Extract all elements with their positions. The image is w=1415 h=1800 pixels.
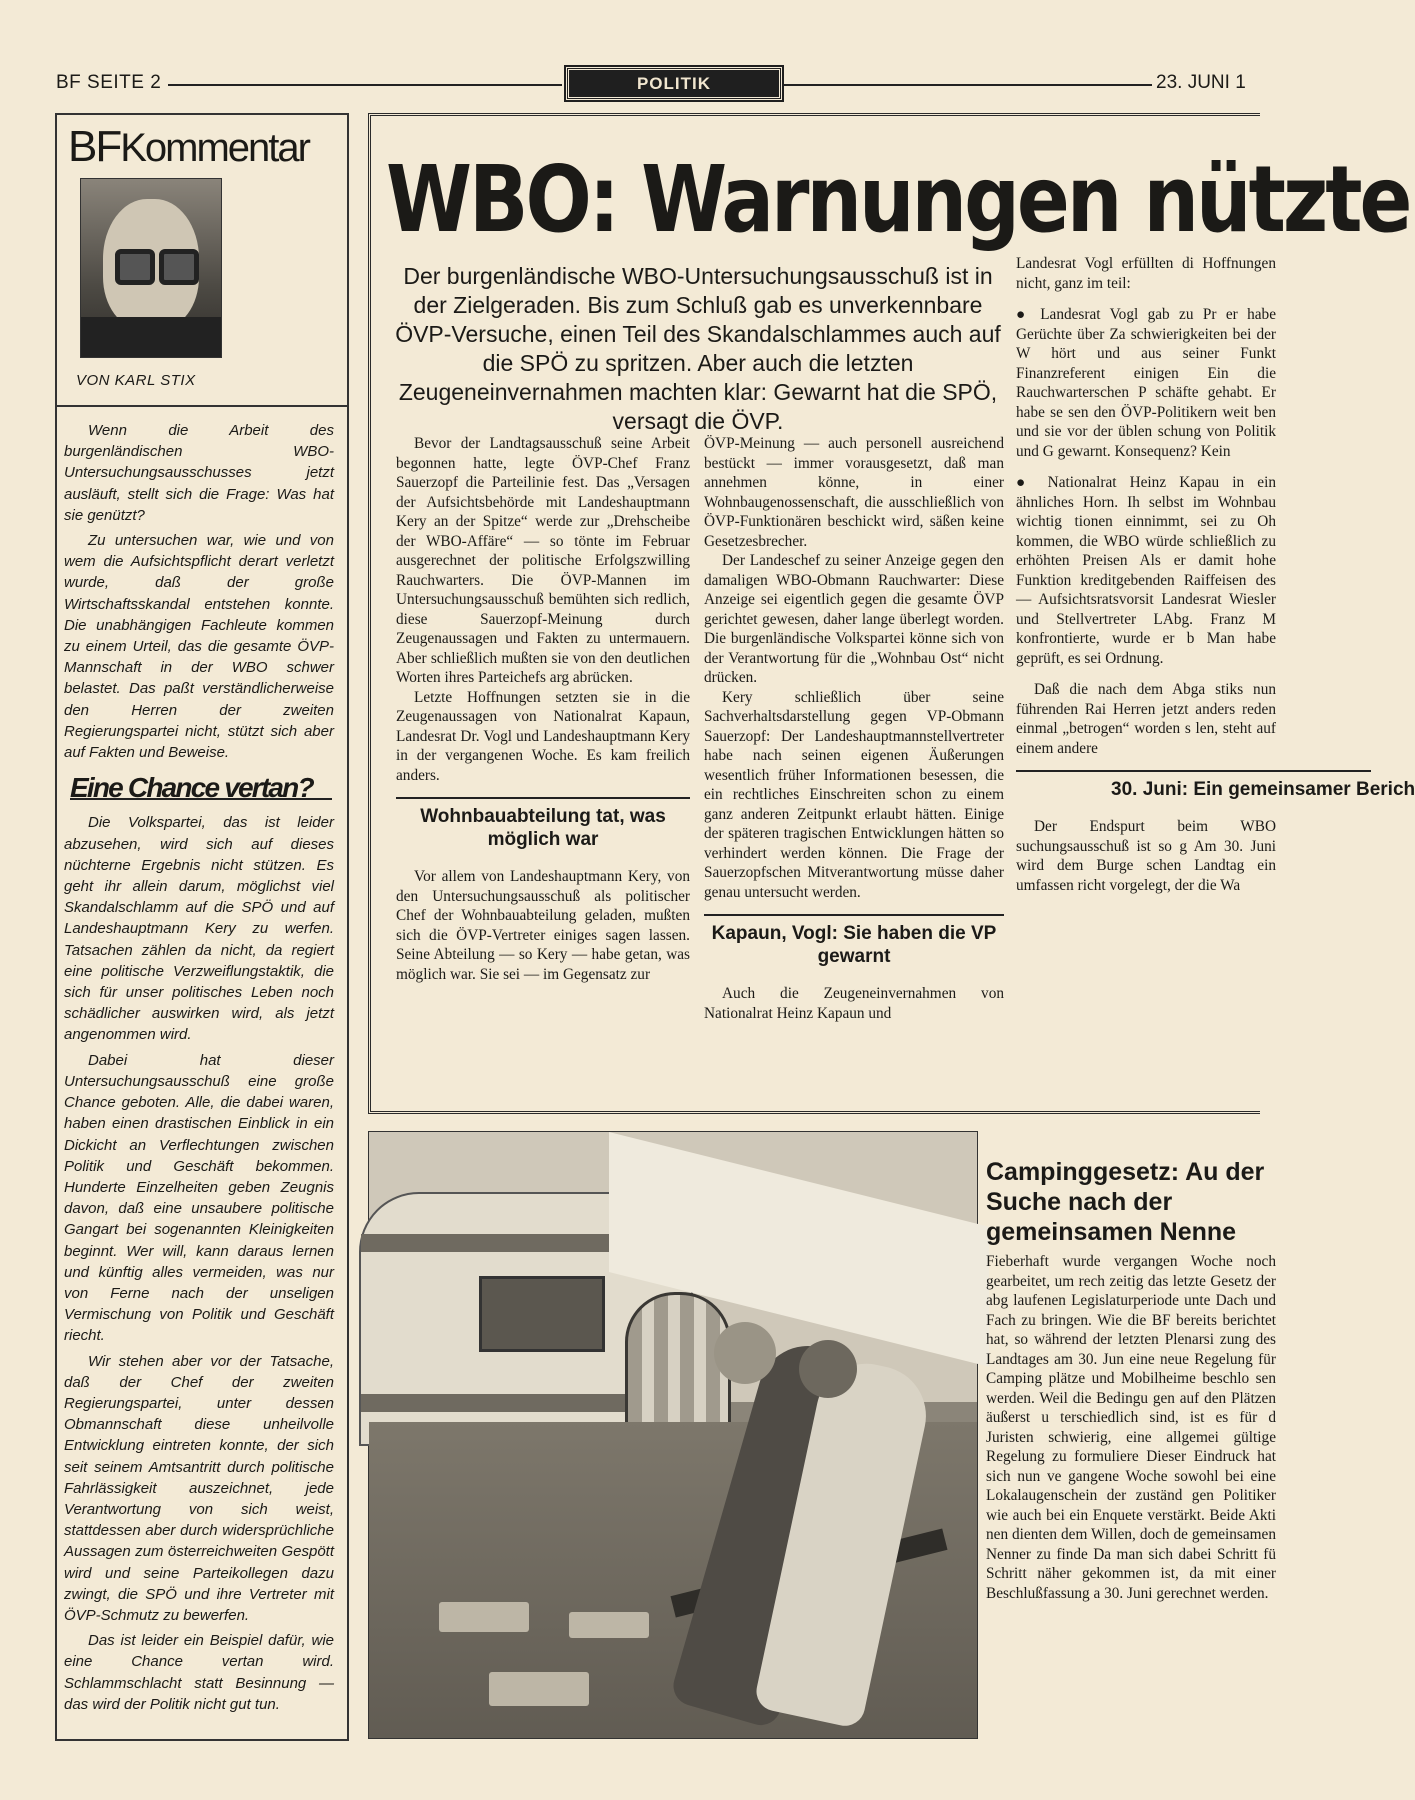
article-paragraph: Daß die nach dem Abga stiks nun führenden Rai Herren jetzt anders reden einmal „betrogen“ worden s len, steht auf einem andere bbox=[1016, 681, 1276, 757]
article-paragraph: ● Nationalrat Heinz Kapau in ein ähnliches Horn. Ih selbst im Wohnbau wichtig tionen einnimmt, sei zu Oh kommen, die WBO würde schließlich zu erhöhten Preisen Als er damit hohe Funktion kreditgebenden Raiffeisen des — Aufsichtsratsvorsit Landesrat Wiesler und Stellvertreter LAbg. Franz M konfrontierte, wurde er b Man habe geprüft, es sei Ordnung. bbox=[1016, 473, 1276, 668]
author-portrait bbox=[80, 178, 222, 358]
section-rubric: POLITIK bbox=[566, 67, 782, 100]
portrait-suit bbox=[81, 317, 221, 357]
commentary-paragraph: Wenn die Arbeit des burgenländischen WBO-Untersuchungsausschusses jetzt ausläuft, stellt sich die Frage: Was hat sie genützt? bbox=[64, 422, 334, 524]
camping-photo bbox=[368, 1131, 978, 1739]
camping-column bbox=[986, 1252, 1276, 1603]
glasses-right bbox=[159, 249, 199, 285]
commentary-paragraph: Das ist leider ein Beispiel dafür, wie eine Chance vertan wird. Schlammschlacht statt Besinnung — das wird der Politik nicht gut tun. bbox=[64, 1632, 334, 1713]
commentary-subhead: Eine Chance vertan? bbox=[70, 777, 332, 800]
page-number: BF SEITE 2 bbox=[56, 72, 162, 93]
main-headline: WBO: Warnungen nützte bbox=[386, 147, 1410, 254]
subhead-30-juni: 30. Juni: Ein gemeinsamer Berich bbox=[1016, 770, 1371, 801]
header-rule-right bbox=[784, 84, 1152, 86]
main-column-1 bbox=[396, 434, 690, 984]
subhead-kapaun-vogl: Kapaun, Vogl: Sie haben die VP gewarnt bbox=[704, 914, 1004, 968]
commentary-paragraph: Dabei hat dieser Untersuchungsausschuß eine große Chance geboten. Alle, die dabei waren, haben einen drastischen Einblick in ein Dickicht an Verflechtungen zwischen Politik und Geschäft bekommen. Hunderte Einzelheiten geben Zeugnis davon, daß eine unsaubere politische Gangart bei sogenannten Kleinigkeiten beginnt. Wer will, kann daraus lernen und künftig alles vermeiden, was nur von Ferne nach der unseligen Vermischung von Politik und Geschäft riecht. bbox=[64, 1051, 334, 1345]
article-paragraph: Letzte Hoffnungen setzten sie in die Zeugenaussagen von Nationalrat Kapaun, Landesrat Dr. Vogl und Landeshauptmann Kery in der vergangenen Woche. Es kam freilich anders. bbox=[396, 688, 690, 784]
main-column-2 bbox=[704, 434, 1004, 1023]
stepping-stone bbox=[569, 1612, 649, 1638]
brand-bf: BF bbox=[68, 122, 121, 171]
article-paragraph: Bevor der Landtagsausschuß seine Arbeit begonnen hatte, legte ÖVP-Chef Franz Sauerzopf die Parteilinie fest. Das „Versagen der Aufsichtsbehörde mit Landeshauptmann Kery an der Spitze“ werde zur „Drehscheibe der WBO-Affäre“ — so tönte im Februar ausgerechnet der politische Erfolgszwilling Rauchwarters. Die ÖVP-Mannen im Untersuchungsausschuß bemühten sich redlich, diese Sauerzopf-Meinung durch Zeugenaussagen und Fakten zu untermauern. Aber schließlich mußten sie von den deutlichen Worten ihres Parteichefs arg abrücken. bbox=[396, 435, 690, 686]
stepping-stone bbox=[439, 1602, 529, 1632]
article-paragraph: Der Landeschef zu seiner Anzeige gegen den damaligen WBO-Obmann Rauchwarter: Diese Anzeige sei eigentlich gegen die gesamte ÖVP gerichtet gewesen, daher lange überlegt worden. Die burgenländische Volkspartei könne sich von der Verantwortung für die „Wohnbau Ost“ nicht drücken. bbox=[704, 552, 1004, 686]
article-paragraph: Fieberhaft wurde vergangen Woche noch gearbeitet, um rech zeitig das letzte Gesetz der abg laufenen Legislaturperiode unte Dach und Fach zu bringen. Wie die BF bereits berichtet hat, so während der letzten Plenarsi zung des Landtages am 30. Jun eine neue Regelung für Camping plätze und Mobilheime beschlo sen werden. Weil die Bedingu gen auf den Plätzen äußerst u terschiedlich sind, ist es für d Juristen schwierig, eine allgemei gültige Regelung zu formuliere Dieser Eindruck hat sich nun ve gangene Woche sowohl bei eine Lokalaugenschein der zuständ gen Politiker wie auch bei ein Enquete verstärkt. Beide Akti nen dienten dem Willen, doch de gemeinsamen Nenner zu finde Da man sich dabei Schritt fü Schritt näher gekommen ist, da mit einer Beschlußfassung a 30. Juni gerechnet werden. bbox=[986, 1253, 1276, 1602]
commentary-divider bbox=[55, 405, 349, 407]
subhead-wohnbauabteilung: Wohnbauabteilung tat, was möglich war bbox=[396, 797, 690, 851]
caravan-window bbox=[479, 1276, 605, 1352]
camping-headline: Campinggesetz: Au der Suche nach der gemeinsamen Nenne bbox=[986, 1158, 1265, 1246]
article-paragraph: Vor allem von Landeshauptmann Kery, von den Untersuchungsausschuß als politischer Chef der Wohnbauabteilung geladen, mußten sich die ÖVP-Vertreter einiges sagen lassen. Seine Abteilung — so Kery — habe getan, was möglich war. Sie sei — im Gegensatz zur bbox=[396, 868, 690, 983]
article-paragraph: Landesrat Vogl erfüllten di Hoffnungen nicht, ganz im teil: bbox=[1016, 255, 1276, 292]
commentary-paragraph: Die Volkspartei, das ist leider abzusehen, wird sich auf dieses nüchterne Ergebnis nicht stützen. Es geht ihr allein darum, möglichst viel Skandalschlamm auf die SPÖ und auf Landeshauptmann Kery zu werfen. Tatsachen zählen da nicht, da regiert eine politische Verzweiflungstaktik, die sich für unser politisches Leben noch schädlicher auswirken wird, als jetzt angenommen wird. bbox=[64, 814, 334, 1044]
commentary-paragraph: Wir stehen aber vor der Tatsache, daß der Chef der zweiten Regierungspartei, unter dessen Obmannschaft diese unheilvolle Entwicklung eintreten konnte, der sich seit seinem Amtsantritt durch politische Fahrlässigkeit auszeichnet, jede Verantwortung von sich weist, stattdessen aber durch widersprüchliche Aussagen zum österreichweiten Gespött wird und seine Parteikollegen dazu zwingt, die SPÖ und ihre Vertreter mit ÖVP-Schmutz zu bewerfen. bbox=[64, 1352, 334, 1624]
photo-head-left bbox=[714, 1322, 776, 1384]
article-paragraph: ÖVP-Meinung — auch personell ausreichend bestückt — immer vorausgesetzt, daß man annehmen könne, in einer Wohnbaugenossenschaft, die ausschließlich von ÖVP-Funktionären beschickt wird, säßen keine Gesetzesbrecher. bbox=[704, 435, 1004, 550]
stepping-stone bbox=[489, 1672, 589, 1706]
issue-date: 23. JUNI 1 bbox=[1156, 72, 1246, 93]
article-paragraph: Kery schließlich über seine Sachverhaltsdarstellung gegen VP-Obmann Sauerzopf: Der Landeshauptmannstellvertreter habe nach seinen eigenen Äußerungen wesentlich früher Informationen besessen, die ein rechtliches Einschreiten schon zu einem ganz anderen Zeitpunkt erlaubt hätten. Einige der späteren tragischen Entwicklungen hätten so verhindert werden können. Die Frage der Sauerzopfschen Mitverantwortung müsse daher genau untersucht werden. bbox=[704, 688, 1004, 901]
article-paragraph: Auch die Zeugeneinvernahmen von Nationalrat Heinz Kapaun und bbox=[704, 985, 1004, 1022]
brand-word: Kommentar bbox=[120, 126, 309, 170]
article-paragraph: ● Landesrat Vogl gab zu Pr er habe Gerüchte über Za schwierigkeiten bei der W hört und aus seiner Funkt Finanzreferent einigen Ein die Rauchwarterschen P schäfte gehabt. Er habe se sen den ÖVP-Politikern weit ben und sie vor der üblen schung von Politik und G gewarnt. Konsequenz? Kein bbox=[1016, 305, 1276, 461]
main-lead: Der burgenländische WBO-Untersuchungsausschuß ist in der Zielgeraden. Bis zum Schluß gab es unverkennbare ÖVP-Versuche, einen Teil des Skandalschlammes auch auf die SPÖ zu spritzen. Aber auch die letzten Zeugeneinvernahmen machten klar: Gewarnt hat die SPÖ, versagt die ÖVP. bbox=[395, 263, 1001, 434]
main-column-3 bbox=[1016, 254, 1415, 895]
commentary-paragraph: Zu untersuchen war, wie und von wem die Aufsichtspflicht derart verletzt wurde, daß der große Wirtschaftsskandal entstehen konnte. Die unabhängigen Fachleute kommen zu einem Urteil, das die gesamte ÖVP-Mannschaft in der WBO schwer belastet. Das paßt verständlicherweise den Herren der zweiten Regierungspartei nicht, stützt sich aber auf Fakten und Beweise. bbox=[64, 532, 334, 762]
commentary-brand bbox=[68, 122, 309, 172]
photo-head-right bbox=[799, 1340, 857, 1398]
author-byline: VON KARL STIX bbox=[76, 372, 196, 389]
header-rule-left bbox=[168, 84, 562, 86]
commentary-text bbox=[64, 420, 334, 1719]
glasses-left bbox=[115, 249, 155, 285]
article-paragraph: Der Endspurt beim WBO suchungsausschuß ist so g Am 30. Juni wird dem Burge schen Landtag ein umfassen richt vorgelegt, der die Wa bbox=[1016, 818, 1276, 894]
